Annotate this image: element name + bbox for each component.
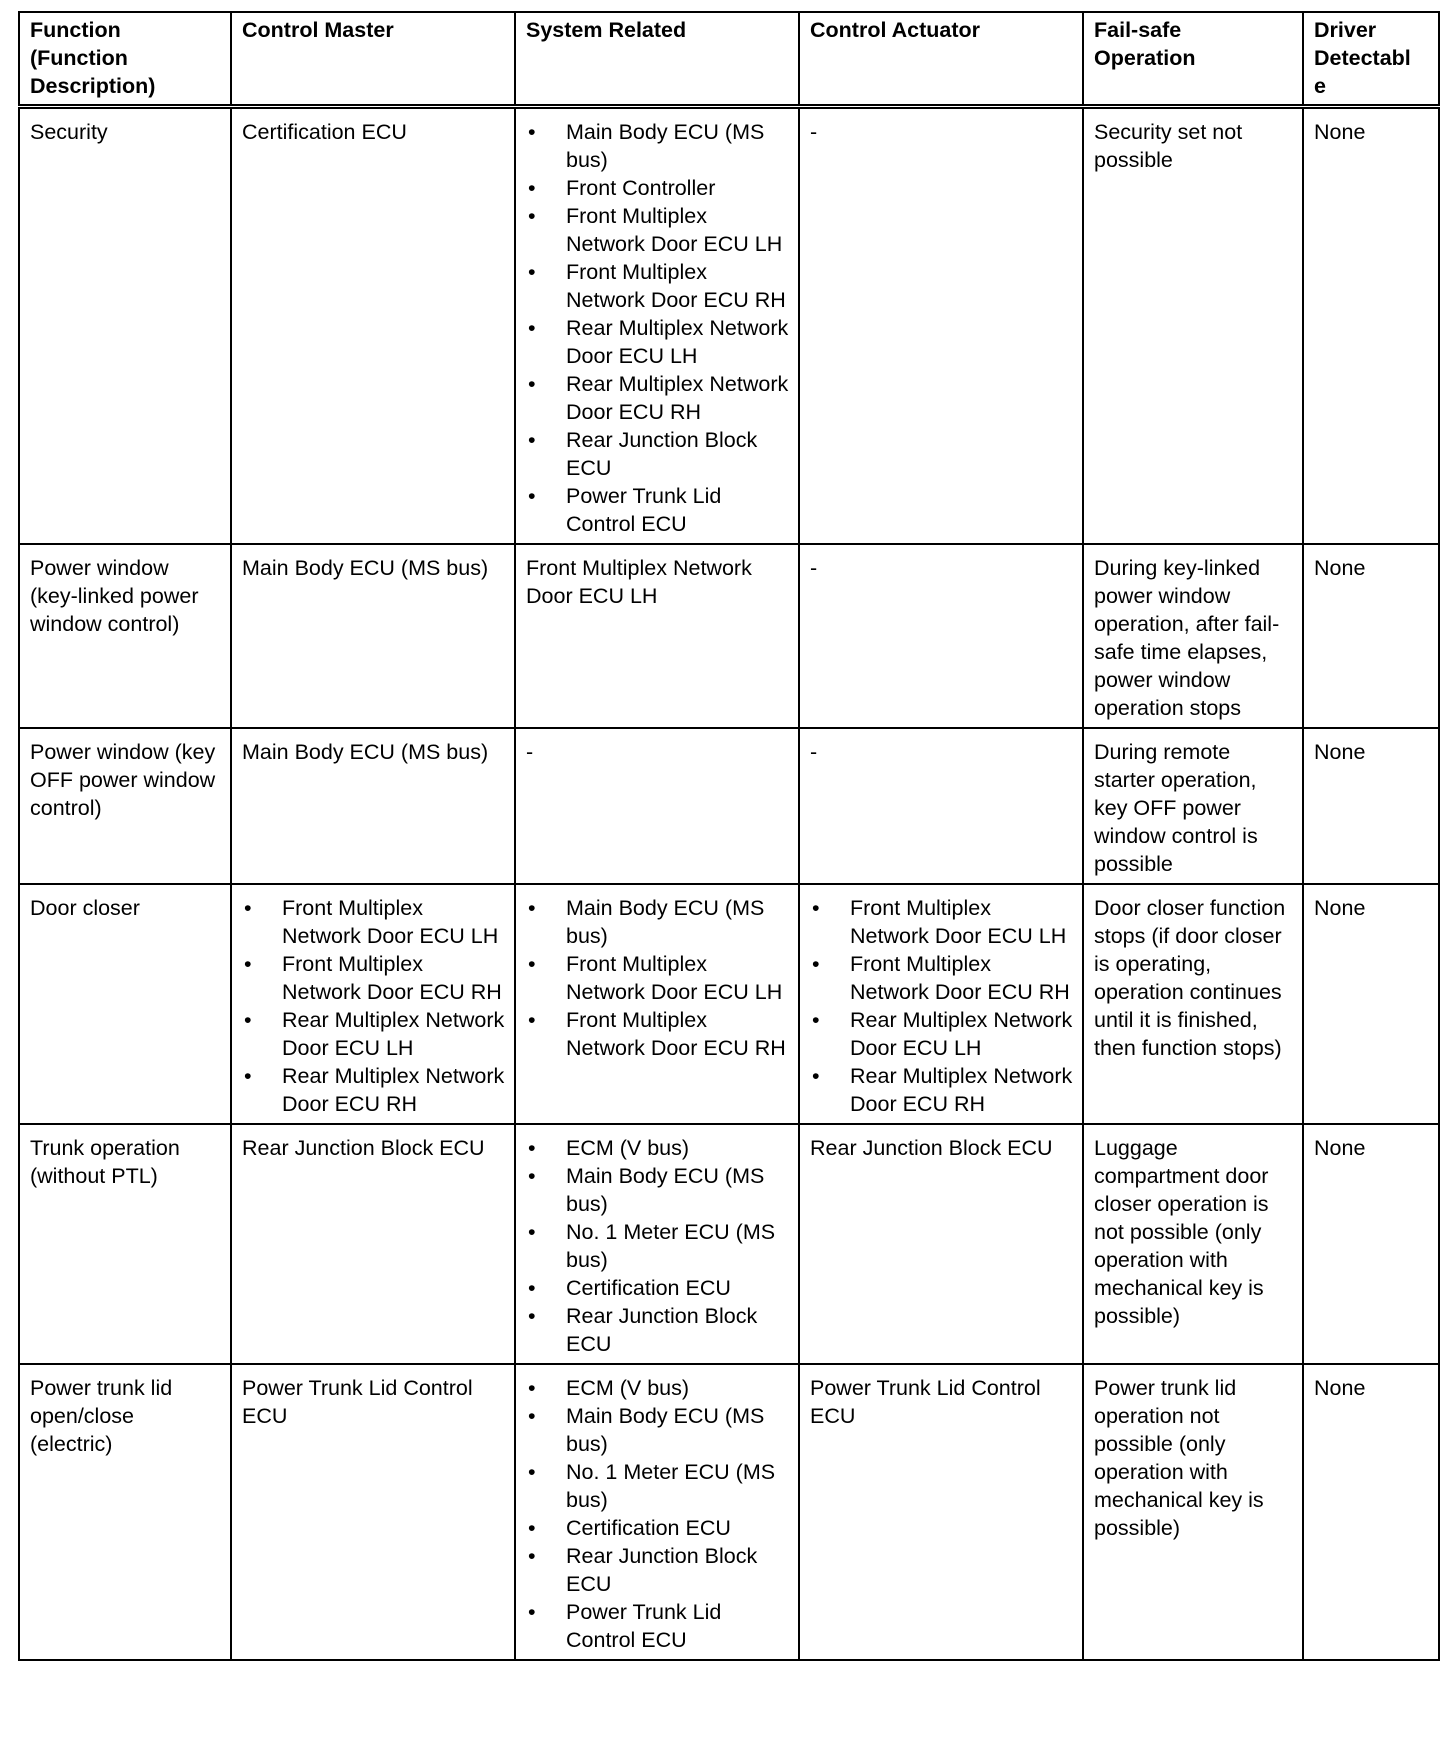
table-row	[19, 884, 1439, 1124]
list-item	[526, 1598, 790, 1654]
bullet-icon: •	[528, 1516, 536, 1540]
control-master-cell-text: Power Trunk Lid Control ECU	[242, 1376, 473, 1428]
bullet-icon: •	[528, 260, 536, 284]
control-master-cell	[231, 728, 515, 884]
fail-safe-cell	[1083, 1124, 1303, 1364]
function-cell-text: Power window (key OFF power window control)	[30, 740, 216, 820]
list-item-text: Power Trunk Lid Control ECU	[566, 484, 722, 536]
function-cell	[19, 884, 231, 1124]
bullet-icon: •	[812, 1064, 820, 1088]
list-item	[526, 950, 790, 1006]
control-master-cell	[231, 107, 515, 545]
table-row	[19, 107, 1439, 545]
function-cell	[19, 107, 231, 545]
fail-safe-cell	[1083, 728, 1303, 884]
bullet-icon: •	[528, 952, 536, 976]
bullet-icon: •	[528, 120, 536, 144]
control-master-cell-text: Main Body ECU (MS bus)	[242, 740, 489, 764]
control-master-cell-text: Rear Junction Block ECU	[242, 1136, 485, 1160]
control-actuator-cell	[799, 884, 1083, 1124]
bullet-icon: •	[528, 1304, 536, 1328]
list-item	[526, 1134, 790, 1162]
list-item	[526, 258, 790, 314]
list-item-text: Rear Multiplex Network Door ECU RH	[566, 372, 789, 424]
list-item-text: Front Multiplex Network Door ECU LH	[850, 896, 1067, 948]
list-item	[526, 1218, 790, 1274]
system-related-cell-text: Front Multiplex Network Door ECU LH	[526, 556, 752, 608]
list-item-text: Main Body ECU (MS bus)	[566, 896, 765, 948]
control-actuator-cell	[799, 544, 1083, 728]
driver-detectable-cell-text: None	[1314, 1136, 1366, 1160]
system-related-cell	[515, 1124, 799, 1364]
function-table	[18, 11, 1440, 1661]
list-item	[526, 1374, 790, 1402]
list-item	[526, 174, 790, 202]
fail-safe-cell	[1083, 107, 1303, 545]
list-item-text: Front Multiplex Network Door ECU RH	[282, 952, 502, 1004]
list-item-text: Main Body ECU (MS bus)	[566, 1404, 765, 1456]
bullet-icon: •	[244, 896, 252, 920]
list-item	[242, 1006, 506, 1062]
list-item	[526, 1162, 790, 1218]
list-item	[526, 314, 790, 370]
bullet-icon: •	[528, 1164, 536, 1188]
system-related-cell	[515, 728, 799, 884]
system-related-cell	[515, 884, 799, 1124]
list-item	[810, 950, 1074, 1006]
function-cell-text: Power trunk lid open/close (electric)	[30, 1376, 173, 1456]
list-item	[242, 950, 506, 1006]
system-related-cell	[515, 544, 799, 728]
driver-detectable-cell	[1303, 884, 1439, 1124]
list-item-text: Certification ECU	[566, 1276, 731, 1300]
list-item-text: Rear Multiplex Network Door ECU LH	[566, 316, 789, 368]
bullet-list	[810, 894, 1074, 1118]
list-item	[526, 1514, 790, 1542]
list-item-text: Power Trunk Lid Control ECU	[566, 1600, 722, 1652]
fail-safe-cell	[1083, 544, 1303, 728]
list-item-text: Main Body ECU (MS bus)	[566, 1164, 765, 1216]
list-item	[810, 1006, 1074, 1062]
header-driver-detectable: Driver Detectabl e	[1303, 12, 1439, 107]
driver-detectable-cell	[1303, 1364, 1439, 1660]
bullet-icon: •	[528, 1008, 536, 1032]
system-related-cell-text: -	[526, 740, 534, 764]
control-master-cell-text: Certification ECU	[242, 120, 407, 144]
function-cell	[19, 728, 231, 884]
bullet-list	[242, 894, 506, 1118]
list-item-text: Front Multiplex Network Door ECU LH	[282, 896, 499, 948]
driver-detectable-cell-text: None	[1314, 1376, 1366, 1400]
list-item	[526, 118, 790, 174]
bullet-icon: •	[528, 1460, 536, 1484]
bullet-list	[526, 1374, 790, 1654]
bullet-icon: •	[528, 1544, 536, 1568]
fail-safe-cell-text: Power trunk lid operation not possible (only operation with mechanical key is possible)	[1094, 1376, 1264, 1540]
bullet-list	[526, 894, 790, 1062]
control-actuator-cell-text: -	[810, 740, 818, 764]
list-item	[526, 370, 790, 426]
bullet-icon: •	[812, 896, 820, 920]
control-master-cell	[231, 884, 515, 1124]
list-item	[526, 202, 790, 258]
list-item	[242, 894, 506, 950]
list-item	[526, 482, 790, 538]
bullet-icon: •	[528, 1600, 536, 1624]
bullet-icon: •	[244, 1008, 252, 1032]
list-item-text: Certification ECU	[566, 1516, 731, 1540]
control-master-cell	[231, 1124, 515, 1364]
bullet-icon: •	[528, 372, 536, 396]
control-actuator-cell	[799, 728, 1083, 884]
header-control-actuator: Control Actuator	[799, 12, 1083, 107]
list-item	[810, 1062, 1074, 1118]
control-actuator-cell	[799, 107, 1083, 545]
list-item-text: No. 1 Meter ECU (MS bus)	[566, 1460, 776, 1512]
list-item	[526, 1006, 790, 1062]
bullet-icon: •	[528, 484, 536, 508]
list-item	[810, 894, 1074, 950]
driver-detectable-cell-text: None	[1314, 740, 1366, 764]
bullet-icon: •	[812, 1008, 820, 1032]
list-item	[242, 1062, 506, 1118]
control-actuator-cell-text: Rear Junction Block ECU	[810, 1136, 1053, 1160]
list-item-text: Rear Multiplex Network Door ECU RH	[282, 1064, 505, 1116]
bullet-list	[526, 1134, 790, 1358]
header-fail-safe: Fail-safe Operation	[1083, 12, 1303, 107]
driver-detectable-cell-text: None	[1314, 556, 1366, 580]
control-actuator-cell	[799, 1364, 1083, 1660]
list-item-text: Front Multiplex Network Door ECU RH	[566, 260, 786, 312]
control-actuator-cell-text: -	[810, 556, 818, 580]
list-item-text: No. 1 Meter ECU (MS bus)	[566, 1220, 776, 1272]
table-row	[19, 1124, 1439, 1364]
list-item-text: Rear Junction Block ECU	[566, 428, 758, 480]
bullet-icon: •	[528, 896, 536, 920]
list-item-text: Front Multiplex Network Door ECU RH	[566, 1008, 786, 1060]
list-item-text: ECM (V bus)	[566, 1376, 690, 1400]
fail-safe-cell-text: Door closer function stops (if door closer is operating, operation continues until it is finished, then function stops)	[1094, 896, 1286, 1060]
bullet-icon: •	[244, 1064, 252, 1088]
bullet-icon: •	[528, 1220, 536, 1244]
bullet-icon: •	[528, 1376, 536, 1400]
fail-safe-cell-text: During remote starter operation, key OFF power window control is possible	[1094, 740, 1258, 876]
bullet-icon: •	[528, 1404, 536, 1428]
control-master-cell	[231, 544, 515, 728]
table-row	[19, 728, 1439, 884]
function-cell-text: Trunk operation (without PTL)	[30, 1136, 180, 1188]
table-body	[19, 107, 1439, 1661]
list-item-text: Main Body ECU (MS bus)	[566, 120, 765, 172]
table-row	[19, 1364, 1439, 1660]
system-related-cell	[515, 107, 799, 545]
driver-detectable-cell	[1303, 728, 1439, 884]
control-actuator-cell-text: -	[810, 120, 818, 144]
bullet-icon: •	[528, 1276, 536, 1300]
control-actuator-cell-text: Power Trunk Lid Control ECU	[810, 1376, 1041, 1428]
bullet-icon: •	[812, 952, 820, 976]
bullet-icon: •	[528, 176, 536, 200]
list-item-text: Rear Multiplex Network Door ECU LH	[282, 1008, 505, 1060]
list-item	[526, 894, 790, 950]
list-item	[526, 426, 790, 482]
bullet-icon: •	[528, 1136, 536, 1160]
list-item-text: Front Multiplex Network Door ECU LH	[566, 204, 783, 256]
bullet-icon: •	[528, 316, 536, 340]
fail-safe-cell	[1083, 1364, 1303, 1660]
control-master-cell-text: Main Body ECU (MS bus)	[242, 556, 489, 580]
header-system-related: System Related	[515, 12, 799, 107]
list-item	[526, 1402, 790, 1458]
table-row	[19, 544, 1439, 728]
driver-detectable-cell	[1303, 1124, 1439, 1364]
list-item-text: ECM (V bus)	[566, 1136, 690, 1160]
function-cell-text: Door closer	[30, 896, 140, 920]
fail-safe-cell-text: During key-linked power window operation, after fail-safe time elapses, power window operation stops	[1094, 556, 1280, 720]
list-item	[526, 1302, 790, 1358]
function-cell-text: Security	[30, 120, 108, 144]
bullet-icon: •	[528, 428, 536, 452]
bullet-list	[526, 118, 790, 538]
driver-detectable-cell	[1303, 107, 1439, 545]
fail-safe-cell-text: Luggage compartment door closer operation is not possible (only operation with mechanical key is possible)	[1094, 1136, 1269, 1328]
header-row	[19, 12, 1439, 107]
list-item-text: Front Multiplex Network Door ECU LH	[566, 952, 783, 1004]
list-item	[526, 1458, 790, 1514]
header-function: Function (Function Description)	[19, 12, 231, 107]
fail-safe-cell-text: Security set not possible	[1094, 120, 1243, 172]
control-master-cell	[231, 1364, 515, 1660]
header-control-master: Control Master	[231, 12, 515, 107]
fail-safe-cell	[1083, 884, 1303, 1124]
list-item-text: Rear Junction Block ECU	[566, 1304, 758, 1356]
driver-detectable-cell-text: None	[1314, 120, 1366, 144]
function-cell	[19, 1364, 231, 1660]
list-item-text: Front Controller	[566, 176, 716, 200]
bullet-icon: •	[244, 952, 252, 976]
control-actuator-cell	[799, 1124, 1083, 1364]
system-related-cell	[515, 1364, 799, 1660]
list-item	[526, 1274, 790, 1302]
function-cell	[19, 1124, 231, 1364]
driver-detectable-cell-text: None	[1314, 896, 1366, 920]
list-item-text: Rear Multiplex Network Door ECU LH	[850, 1008, 1073, 1060]
function-cell-text: Power window (key-linked power window control)	[30, 556, 199, 636]
driver-detectable-cell	[1303, 544, 1439, 728]
list-item-text: Front Multiplex Network Door ECU RH	[850, 952, 1070, 1004]
function-cell	[19, 544, 231, 728]
bullet-icon: •	[528, 204, 536, 228]
list-item-text: Rear Multiplex Network Door ECU RH	[850, 1064, 1073, 1116]
list-item-text: Rear Junction Block ECU	[566, 1544, 758, 1596]
list-item	[526, 1542, 790, 1598]
